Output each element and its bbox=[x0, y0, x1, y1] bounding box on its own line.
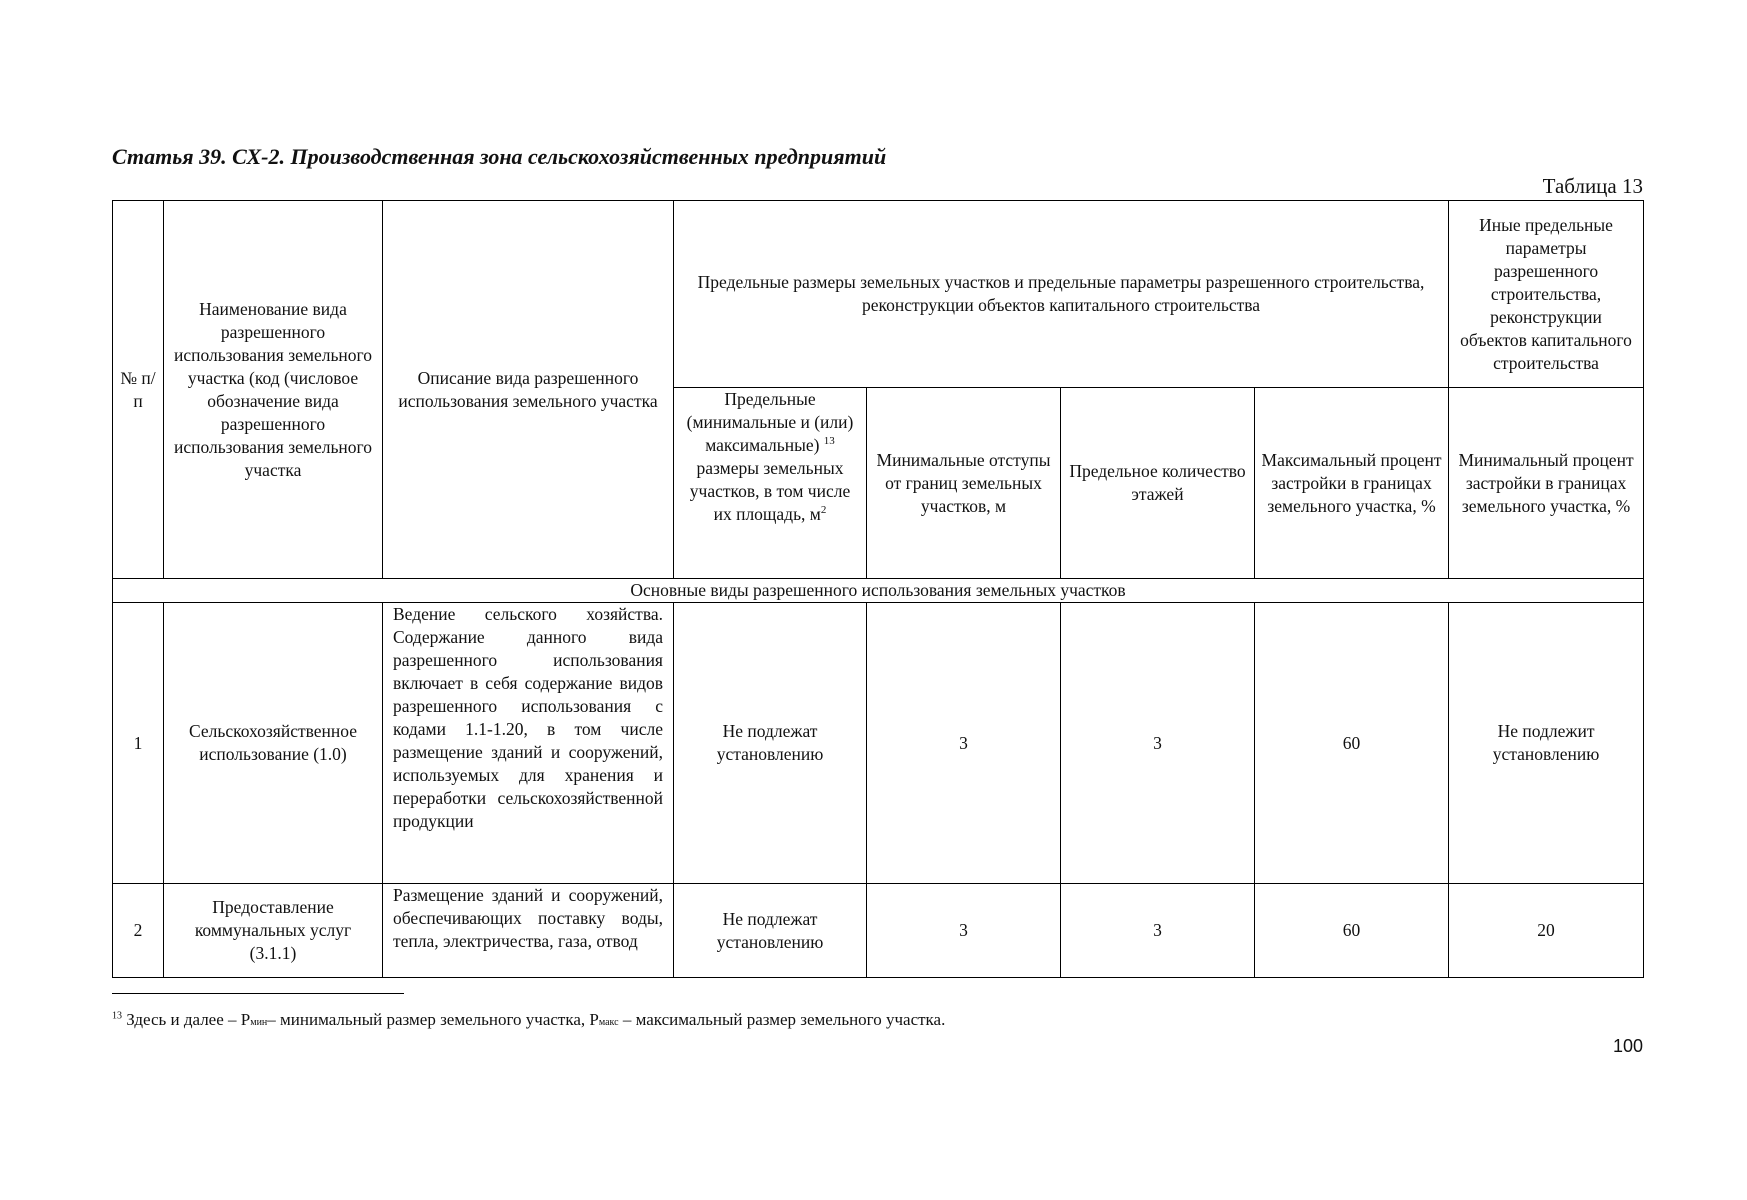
footnote-text-a: Здесь и далее – P bbox=[126, 1010, 251, 1029]
footnote bbox=[112, 1010, 945, 1030]
footnote-separator bbox=[112, 993, 404, 994]
footnote-text-b: – минимальный размер земельного участка, P bbox=[267, 1010, 599, 1029]
row-setback: 3 bbox=[867, 603, 1061, 884]
row-min-pct: Не подлежит установлению bbox=[1449, 603, 1644, 884]
header-size-part1: Предельные (минимальные и (или) максимальные) bbox=[686, 389, 854, 455]
header-other: Иные предельные параметры разрешенного строительства, реконструкции объектов капитального строительства bbox=[1449, 201, 1644, 388]
row-desc: Ведение сельского хозяйства. Содержание данного вида разрешенного использования включает в себя содержание видов разрешенного использования с кодами 1.1-1.20, в том числе размещение зданий и сооружений, используемых для хранения и переработки сельскохозяйственной продукции bbox=[383, 603, 674, 884]
footnote-sub-min: мин bbox=[250, 1017, 268, 1028]
row-setback: 3 bbox=[867, 884, 1061, 978]
header-name: Наименование вида разрешенного использования земельного участка (код (числовое обозначение вида разрешенного использования земельного участка bbox=[164, 201, 383, 579]
footnote-ref: 13 bbox=[823, 435, 835, 448]
table-row bbox=[113, 884, 1644, 978]
row-max-pct: 60 bbox=[1255, 603, 1449, 884]
header-floors: Предельное количество этажей bbox=[1061, 388, 1255, 579]
header-size-part2: размеры земельных участков, в том числе их площадь, м bbox=[689, 458, 851, 524]
row-num: 1 bbox=[113, 603, 164, 884]
land-use-table bbox=[112, 200, 1644, 978]
footnote-mark: 13 bbox=[112, 1010, 122, 1022]
header-setback: Минимальные отступы от границ земельных участков, м bbox=[867, 388, 1061, 579]
row-size: Не подлежат установлению bbox=[674, 884, 867, 978]
row-num: 2 bbox=[113, 884, 164, 978]
section-title: Основные виды разрешенного использования земельных участков bbox=[113, 579, 1644, 603]
table-label: Таблица 13 bbox=[1542, 174, 1643, 198]
page-number: 100 bbox=[1612, 1036, 1643, 1056]
row-size: Не подлежат установлению bbox=[674, 603, 867, 884]
row-desc: Размещение зданий и сооружений, обеспечивающих поставку воды, тепла, электричества, газа, отвод bbox=[383, 884, 674, 978]
article-heading: Статья 39. СХ-2. Производственная зона сельскохозяйственных предприятий bbox=[112, 144, 887, 169]
row-name: Предоставление коммунальных услуг (3.1.1) bbox=[164, 884, 383, 978]
header-max-pct: Максимальный процент застройки в границах земельного участка, % bbox=[1255, 388, 1449, 579]
header-num: № п/п bbox=[113, 201, 164, 579]
row-floors: 3 bbox=[1061, 603, 1255, 884]
row-name: Сельскохозяйственное использование (1.0) bbox=[164, 603, 383, 884]
table-row bbox=[113, 603, 1644, 884]
header-min-pct: Минимальный процент застройки в границах земельного участка, % bbox=[1449, 388, 1644, 579]
header-size bbox=[674, 388, 867, 579]
row-max-pct: 60 bbox=[1255, 884, 1449, 978]
row-floors: 3 bbox=[1061, 884, 1255, 978]
header-desc: Описание вида разрешенного использования земельного участка bbox=[383, 201, 674, 579]
footnote-text-c: – максимальный размер земельного участка. bbox=[622, 1010, 946, 1029]
unit-exponent: 2 bbox=[820, 504, 827, 517]
footnote-sub-max: макс bbox=[598, 1017, 619, 1028]
row-min-pct: 20 bbox=[1449, 884, 1644, 978]
header-group: Предельные размеры земельных участков и предельные параметры разрешенного строительства, реконструкции объектов капитального строительства bbox=[674, 201, 1449, 388]
